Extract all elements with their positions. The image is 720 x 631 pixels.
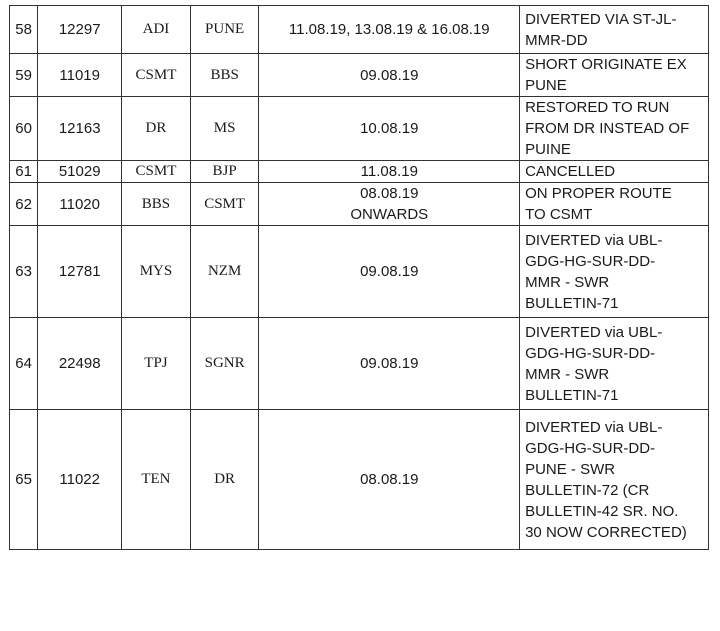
date-line: 08.08.19 bbox=[360, 185, 419, 202]
to-station-cell: MS bbox=[190, 97, 259, 161]
remark-line: MMR - SWR bbox=[525, 365, 610, 383]
train-number-cell: 11020 bbox=[38, 183, 122, 226]
table-row bbox=[10, 318, 709, 410]
date-cell bbox=[259, 6, 520, 54]
remark-line: DIVERTED via UBL- bbox=[525, 231, 663, 249]
table-row bbox=[10, 226, 709, 318]
date-cell bbox=[259, 318, 520, 410]
remark-line: PUNE - SWR bbox=[525, 460, 616, 478]
date-cell bbox=[259, 226, 520, 318]
train-diversion-table bbox=[9, 5, 709, 550]
date-line: ONWARDS bbox=[350, 206, 429, 223]
date-line: 08.08.19 bbox=[360, 471, 419, 488]
remarks-cell bbox=[520, 54, 709, 97]
remarks-cell bbox=[520, 183, 709, 226]
remark-line: BULLETIN-42 SR. NO. bbox=[525, 502, 679, 520]
date-line: 11.08.19, 13.08.19 & 16.08.19 bbox=[288, 21, 490, 38]
date-cell bbox=[259, 161, 520, 183]
remark-line: 30 NOW CORRECTED) bbox=[525, 523, 687, 541]
train-number-cell: 51029 bbox=[38, 161, 122, 183]
from-station-cell: BBS bbox=[122, 183, 191, 226]
remark-line: MMR - SWR bbox=[525, 273, 610, 291]
to-station-cell: CSMT bbox=[190, 183, 259, 226]
table-row bbox=[10, 97, 709, 161]
remark-line: BULLETIN-71 bbox=[525, 386, 619, 404]
serial-number-cell: 64 bbox=[10, 318, 38, 410]
remark-line: PUNE bbox=[525, 77, 567, 94]
remark-line: DIVERTED via UBL- bbox=[525, 418, 663, 436]
to-station-cell: BJP bbox=[190, 161, 259, 183]
remark-line: BULLETIN-71 bbox=[525, 294, 619, 312]
date-cell bbox=[259, 97, 520, 161]
serial-number-cell: 61 bbox=[10, 161, 38, 183]
serial-number-cell: 63 bbox=[10, 226, 38, 318]
from-station-cell: TEN bbox=[122, 410, 191, 550]
remark-line: ON PROPER ROUTE bbox=[525, 185, 672, 202]
train-number-cell: 12297 bbox=[38, 6, 122, 54]
table-row bbox=[10, 6, 709, 54]
train-number-cell: 11022 bbox=[38, 410, 122, 550]
table-row bbox=[10, 410, 709, 550]
from-station-cell: TPJ bbox=[122, 318, 191, 410]
serial-number-cell: 60 bbox=[10, 97, 38, 161]
date-line: 10.08.19 bbox=[360, 120, 419, 137]
date-cell bbox=[259, 410, 520, 550]
date-cell bbox=[259, 54, 520, 97]
remark-line: RESTORED TO RUN bbox=[525, 99, 670, 116]
remark-line: CANCELLED bbox=[525, 163, 616, 180]
from-station-cell: MYS bbox=[122, 226, 191, 318]
from-station-cell: CSMT bbox=[122, 161, 191, 183]
train-number-cell: 11019 bbox=[38, 54, 122, 97]
date-line: 11.08.19 bbox=[360, 163, 418, 180]
train-number-cell: 12781 bbox=[38, 226, 122, 318]
serial-number-cell: 65 bbox=[10, 410, 38, 550]
date-line: 09.08.19 bbox=[360, 263, 419, 280]
date-line: 09.08.19 bbox=[360, 66, 419, 84]
serial-number-cell: 59 bbox=[10, 54, 38, 97]
remark-line: SHORT ORIGINATE EX bbox=[525, 56, 687, 73]
remarks-cell bbox=[520, 318, 709, 410]
remark-line: DIVERTED via UBL- bbox=[525, 323, 663, 341]
remarks-cell bbox=[520, 226, 709, 318]
from-station-cell: DR bbox=[122, 97, 191, 161]
date-line: 09.08.19 bbox=[360, 355, 419, 372]
to-station-cell: NZM bbox=[190, 226, 259, 318]
remark-line: DIVERTED VIA ST-JL- bbox=[525, 10, 677, 28]
remark-line: FROM DR INSTEAD OF bbox=[525, 120, 690, 137]
remarks-cell bbox=[520, 97, 709, 161]
remark-line: GDG-HG-SUR-DD- bbox=[525, 252, 656, 270]
from-station-cell: ADI bbox=[122, 6, 191, 54]
to-station-cell: DR bbox=[190, 410, 259, 550]
remark-line: GDG-HG-SUR-DD- bbox=[525, 344, 656, 362]
serial-number-cell: 58 bbox=[10, 6, 38, 54]
remark-line: TO CSMT bbox=[525, 206, 593, 223]
remark-line: BULLETIN-72 (CR bbox=[525, 481, 650, 499]
remark-line: PUINE bbox=[525, 141, 571, 158]
to-station-cell: PUNE bbox=[190, 6, 259, 54]
from-station-cell: CSMT bbox=[122, 54, 191, 97]
date-cell bbox=[259, 183, 520, 226]
table-body bbox=[10, 6, 709, 550]
remarks-cell bbox=[520, 6, 709, 54]
remarks-cell bbox=[520, 410, 709, 550]
table-row bbox=[10, 183, 709, 226]
remarks-cell bbox=[520, 161, 709, 183]
remark-line: MMR-DD bbox=[525, 31, 588, 49]
train-number-cell: 12163 bbox=[38, 97, 122, 161]
remark-line: GDG-HG-SUR-DD- bbox=[525, 439, 656, 457]
table-row bbox=[10, 54, 709, 97]
train-number-cell: 22498 bbox=[38, 318, 122, 410]
to-station-cell: SGNR bbox=[190, 318, 259, 410]
to-station-cell: BBS bbox=[190, 54, 259, 97]
serial-number-cell: 62 bbox=[10, 183, 38, 226]
table-row bbox=[10, 161, 709, 183]
